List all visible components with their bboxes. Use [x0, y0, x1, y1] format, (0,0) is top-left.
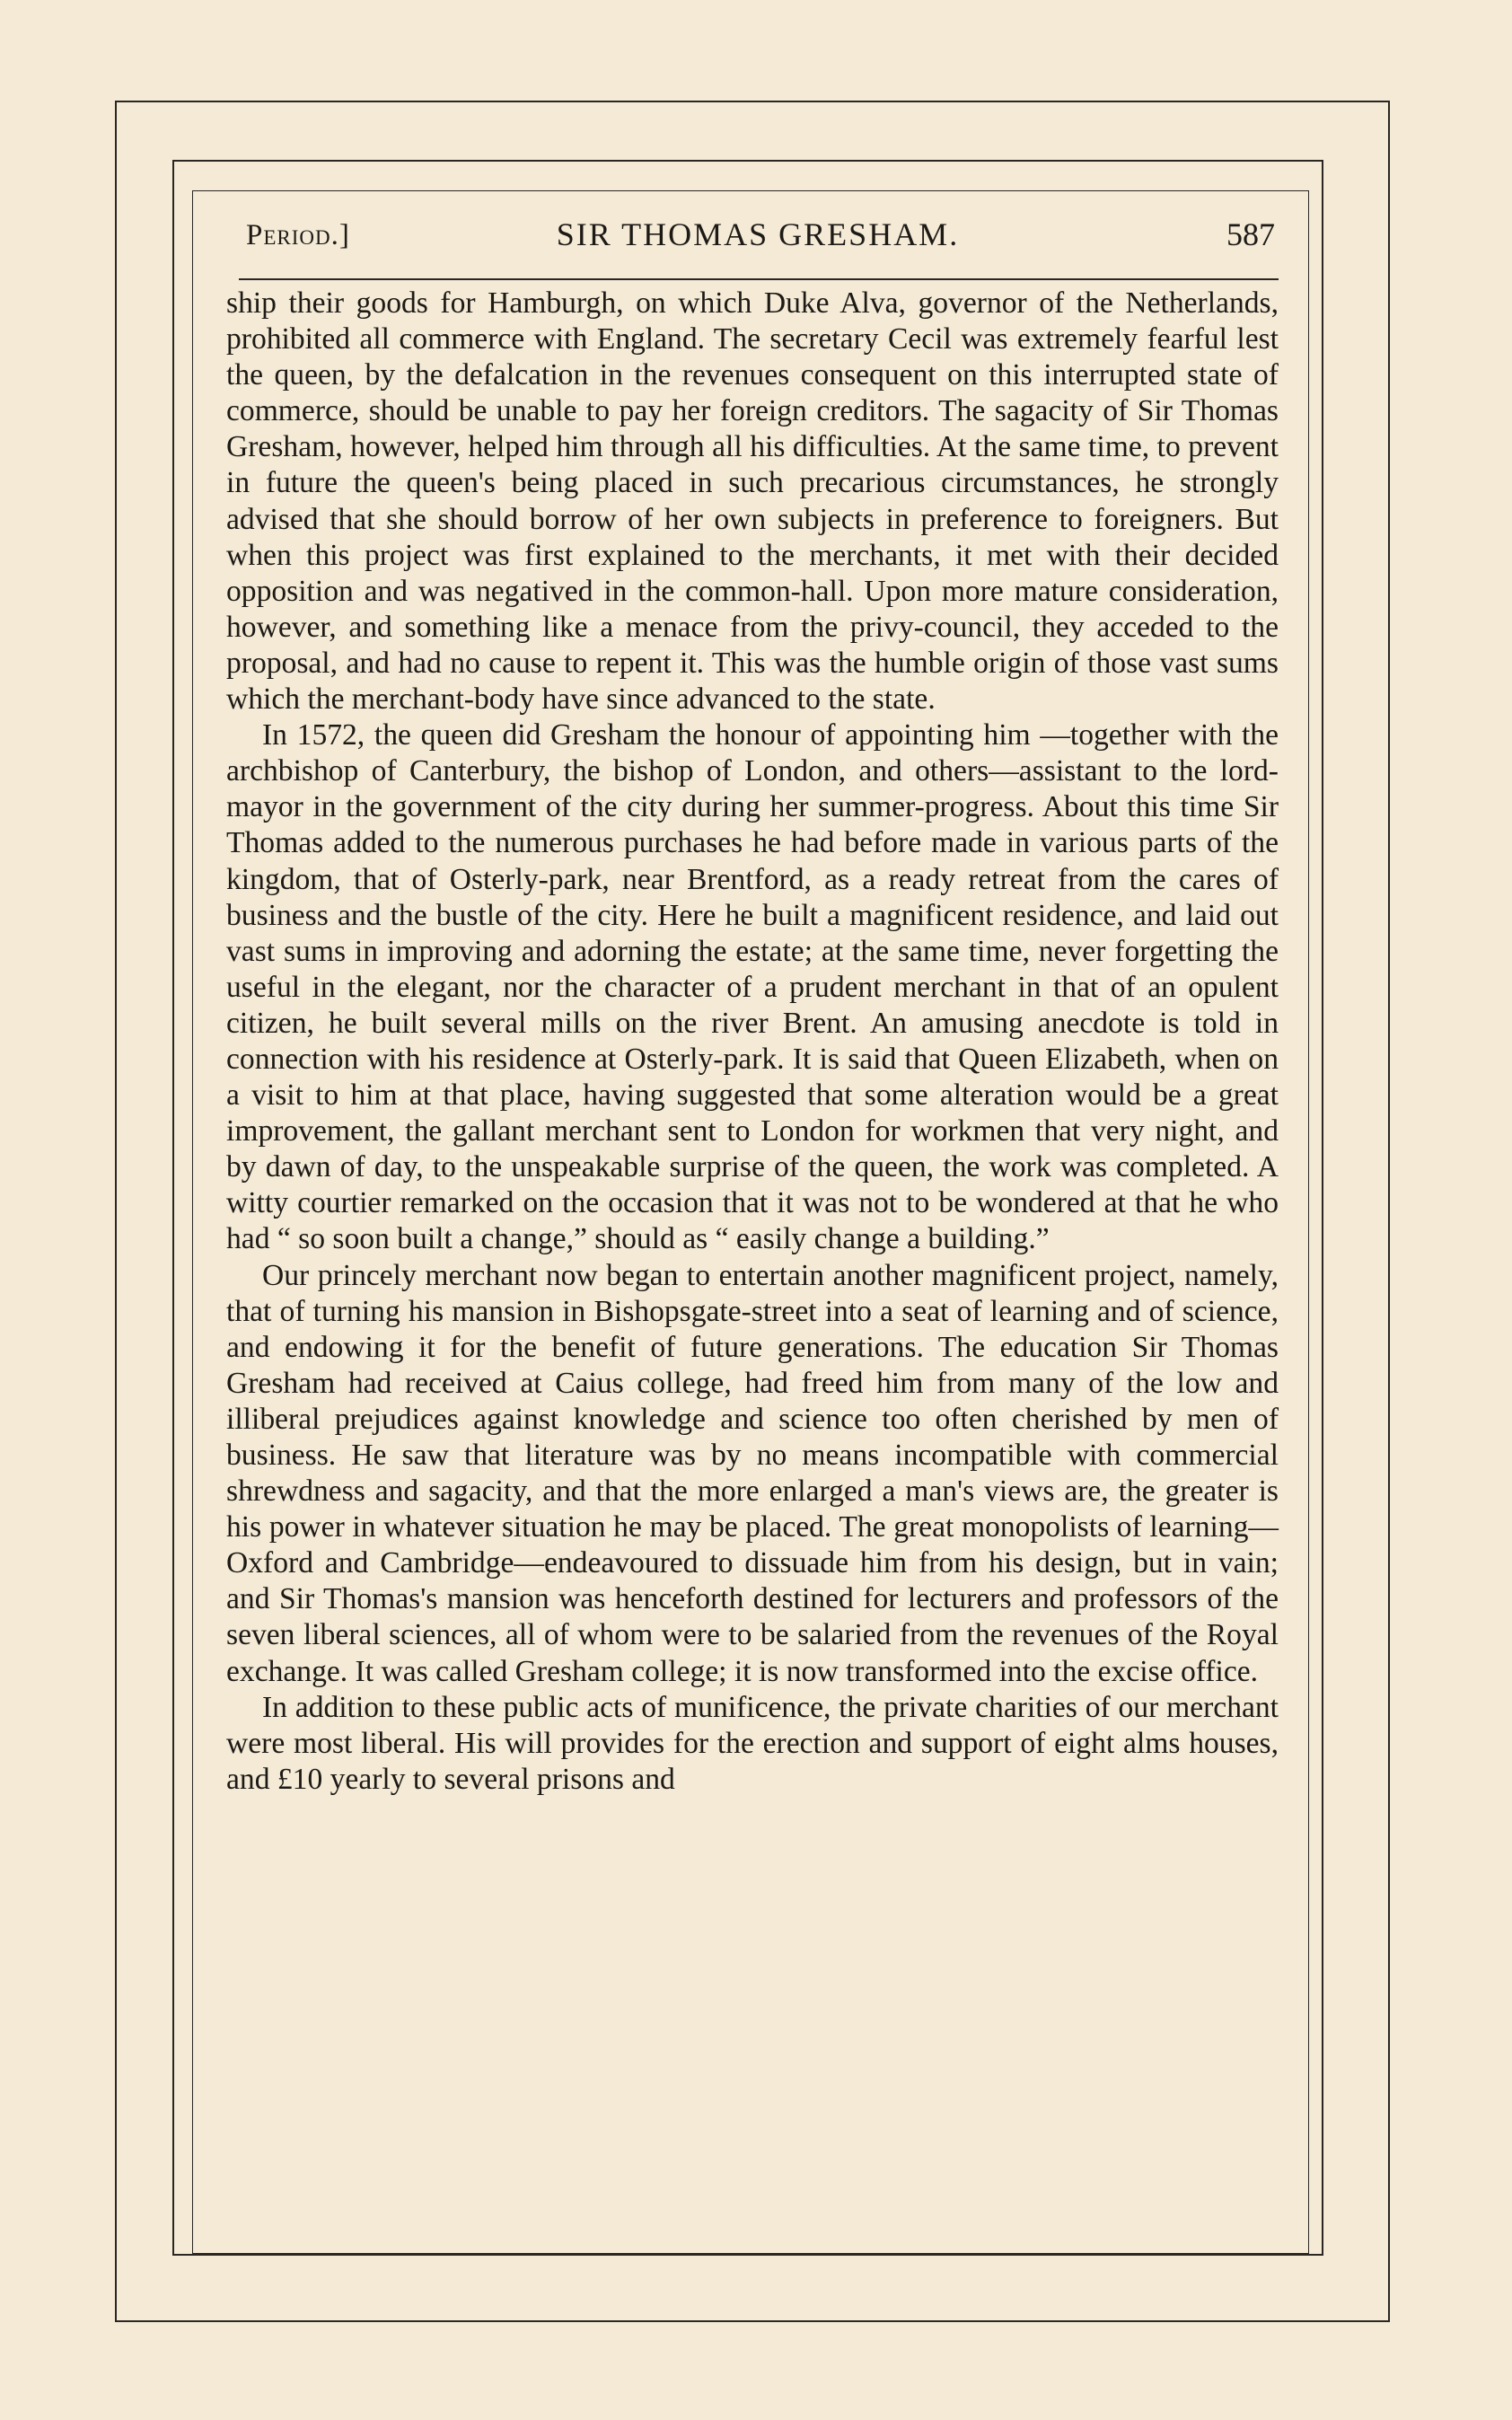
page-title: SIR THOMAS GRESHAM.	[556, 216, 960, 252]
paragraph: In 1572, the queen did Gresham the honour of appointing him —together with the archbishop of Canterbury, the bishop of London, and others—assistant to the lord-mayor in the government of the city during her summer-progress. About this time Sir Thomas added to the numerous purchases he had before made in various parts of the kingdom, that of Osterly-park, near Brentford, as a ready retreat from the cares of business and the bustle of the city. Here he built a magnificent residence, and laid out vast sums in improving and adorning the estate; at the same time, never forgetting the useful in the elegant, nor the character of a prudent merchant in that of an opulent citizen, he built several mills on the river Brent. An amusing anecdote is told in connection with his residence at Osterly-park. It is said that Queen Elizabeth, when on a visit to him at that place, having suggested that some alteration would be a great improvement, the gallant merchant sent to London for workmen that very night, and by dawn of day, to the unspeakable surprise of the queen, the work was completed. A witty courtier remarked on the occasion that it was not to be wondered at that he who had “ so soon built a change,” should as “ easily change a building.”	[226, 718, 1279, 1256]
paragraph: In addition to these public acts of munificence, the private charities of our merchant were most liberal. His will provides for the erection and support of eight alms houses, and £10 yearly to several prisons and	[226, 1690, 1279, 1796]
running-header	[237, 216, 1279, 269]
body-text	[226, 286, 1279, 1798]
header-rule	[239, 278, 1279, 280]
paragraph: Our princely merchant now began to entertain another magnificent project, namely, that of turning his mansion in Bishopsgate-street into a seat of learning and of science, and endowing it for the benefit of future generations. The education Sir Thomas Gresham had received at Caius college, had freed him from many of the low and illiberal prejudices against knowledge and science too often cherished by men of business. He saw that literature was by no means incompatible with commercial shrewdness and sagacity, and that the more enlarged a man's views are, the greater is his power in whatever situation he may be placed. The great monopolists of learning—Oxford and Cambridge—endeavoured to dissuade him from his design, but in vain; and Sir Thomas's mansion was henceforth destined for lecturers and professors of the seven liberal sciences, all of whom were to be salaried from the revenues of the Royal exchange. It was called Gresham college; it is now transformed into the excise office.	[226, 1258, 1279, 1688]
header-section-label: Period.]	[246, 219, 350, 251]
page-number: 587	[1226, 216, 1275, 252]
paragraph: ship their goods for Hamburgh, on which Duke Alva, governor of the Netherlands, prohibited all commerce with England. The secretary Cecil was extremely fearful lest the queen, by the defalcation in the revenues consequent on this interrupted state of commerce, should be unable to pay her foreign creditors. The sagacity of Sir Thomas Gresham, however, helped him through all his difficulties. At the same time, to prevent in future the queen's being placed in such precarious circumstances, he strongly advised that she should borrow of her own subjects in preference to foreigners. But when this project was first explained to the merchants, it met with their decided opposition and was negatived in the common-hall. Upon more mature consideration, however, and something like a menace from the privy-council, they acceded to the proposal, and had no cause to repent it. This was the humble origin of those vast sums which the merchant-body have since advanced to the state.	[226, 286, 1279, 717]
